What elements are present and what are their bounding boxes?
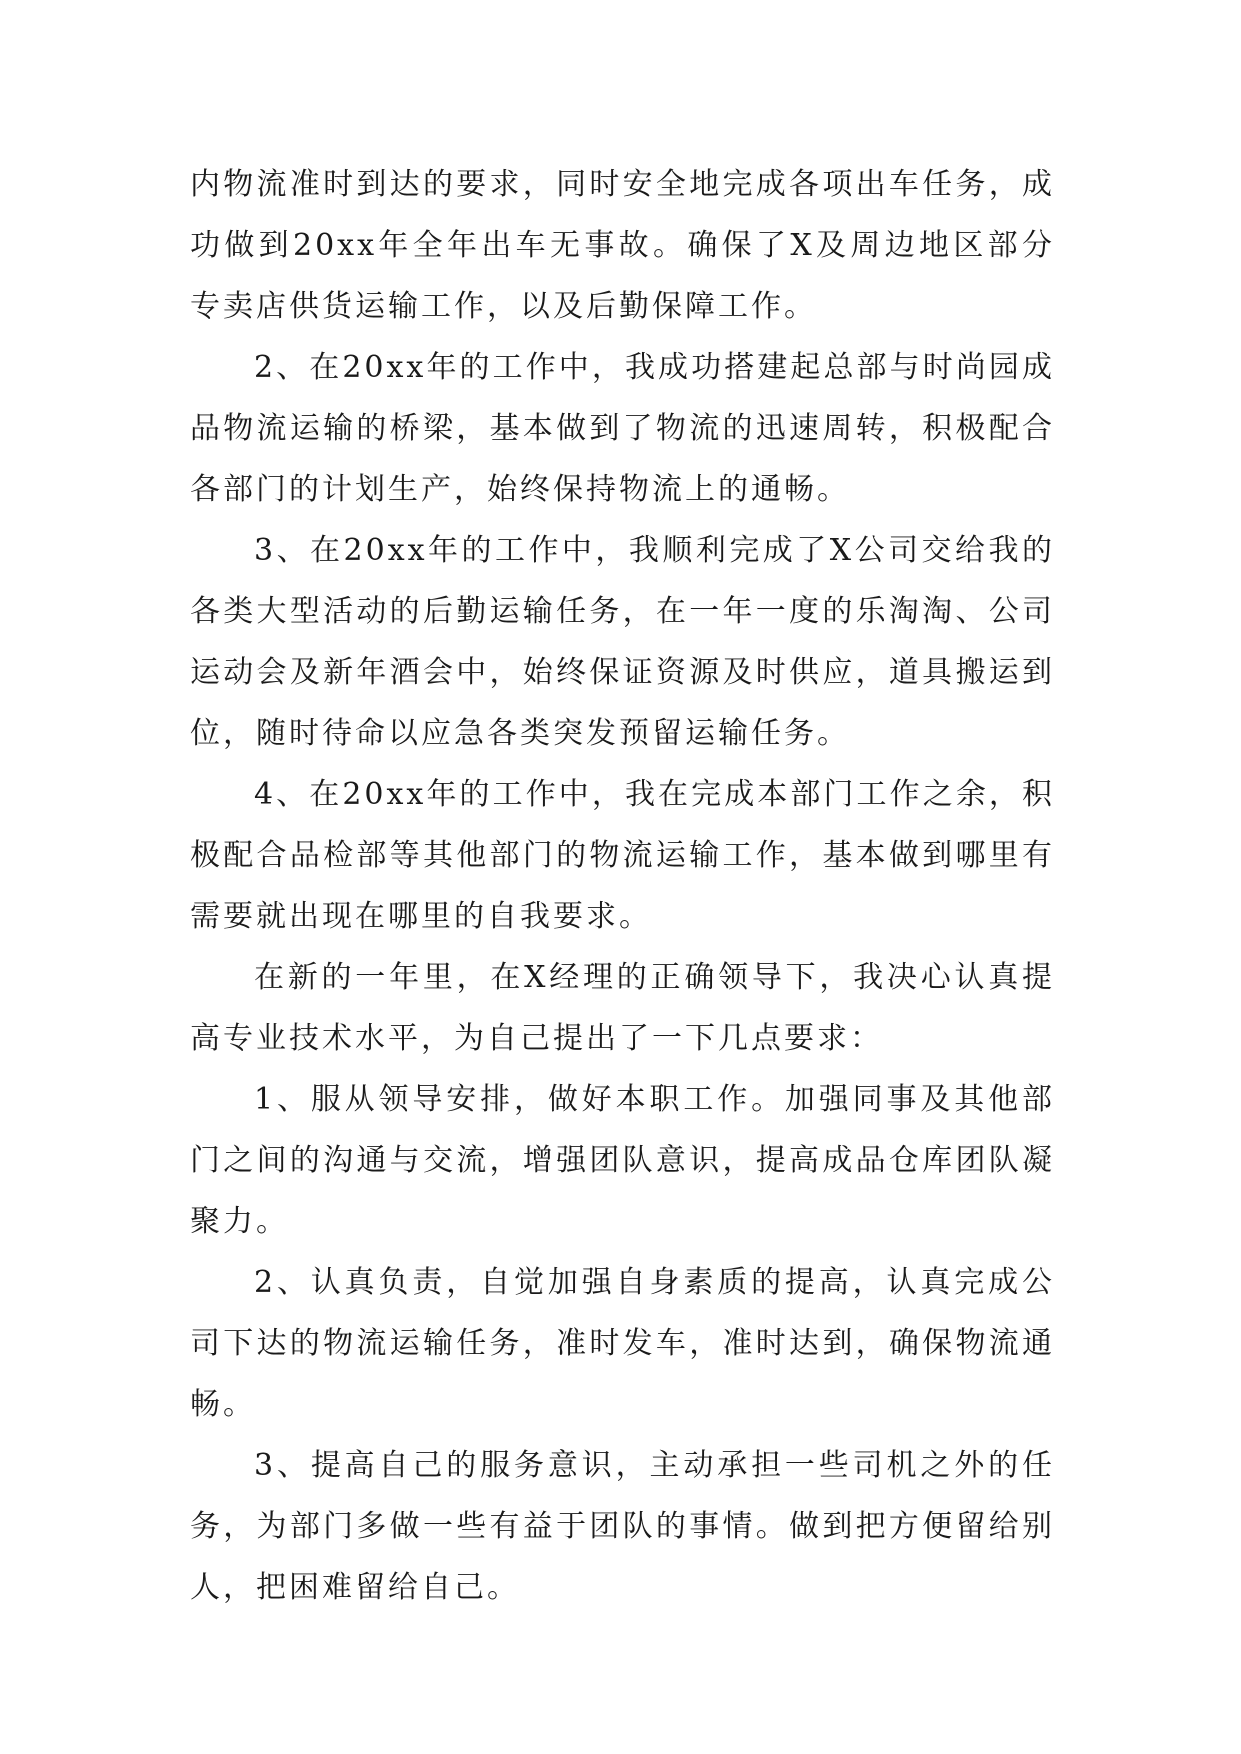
paragraph-2: 2、在20xx年的工作中，我成功搭建起总部与时尚园成品物流运输的桥梁，基本做到了物流的迅速周转，积极配合各部门的计划生产，始终保持物流上的通畅。	[190, 350, 1055, 507]
paragraph-6: 1、服从领导安排，做好本职工作。加强同事及其他部门之间的沟通与交流，增强团队意识，提高成品仓库团队凝聚力。	[190, 1082, 1055, 1239]
paragraph-3: 3、在20xx年的工作中，我顺利完成了X公司交给我的各类大型活动的后勤运输任务，在一年一度的乐淘淘、公司运动会及新年酒会中，始终保证资源及时供应，道具搬运到位，随时待命以应急各类突发预留运输任务。	[190, 533, 1055, 751]
paragraph-5: 在新的一年里，在X经理的正确领导下，我决心认真提高专业技术水平，为自己提出了一下几点要求：	[190, 960, 1055, 1056]
document-body	[190, 154, 1055, 1618]
paragraph-4: 4、在20xx年的工作中，我在完成本部门工作之余，积极配合品检部等其他部门的物流运输工作，基本做到哪里有需要就出现在哪里的自我要求。	[190, 777, 1055, 934]
paragraph-7: 2、认真负责，自觉加强自身素质的提高，认真完成公司下达的物流运输任务，准时发车，准时达到，确保物流通畅。	[190, 1265, 1055, 1422]
paragraph-1: 内物流准时到达的要求，同时安全地完成各项出车任务，成功做到20xx年全年出车无事故。确保了X及周边地区部分专卖店供货运输工作，以及后勤保障工作。	[190, 167, 1055, 324]
paragraph-8: 3、提高自己的服务意识，主动承担一些司机之外的任务，为部门多做一些有益于团队的事情。做到把方便留给别人，把困难留给自己。	[190, 1448, 1055, 1605]
